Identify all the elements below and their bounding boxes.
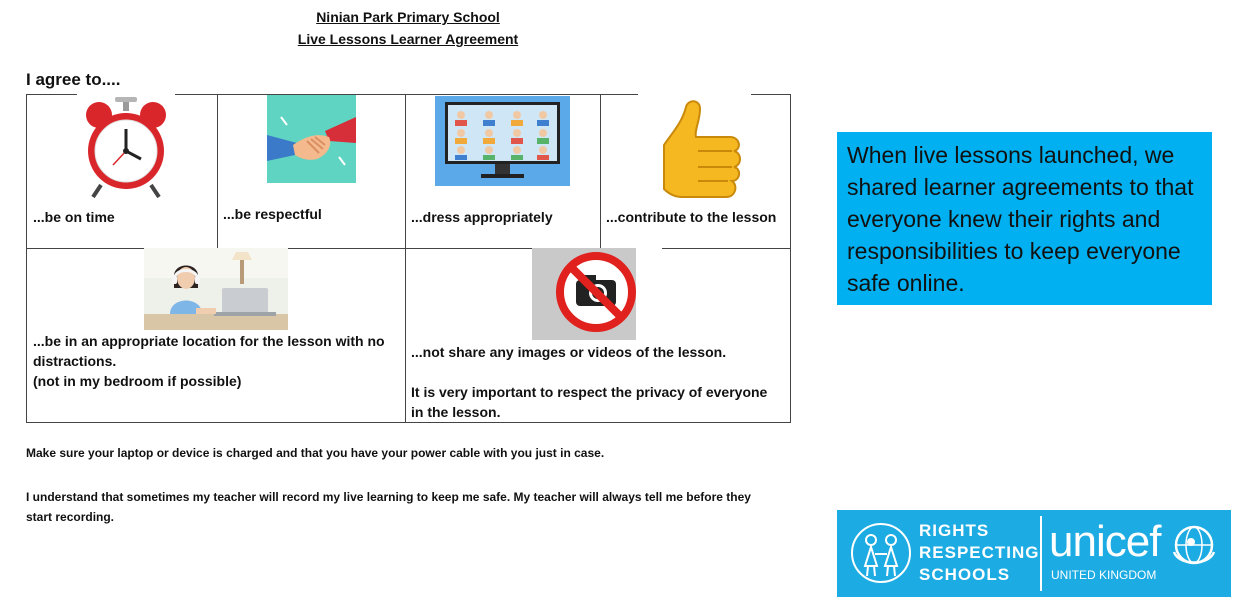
document-title: Live Lessons Learner Agreement — [297, 31, 519, 47]
agreement-grid — [26, 94, 791, 423]
school-name: Ninian Park Primary School — [316, 9, 500, 25]
unicef-wordmark: unicef — [1049, 517, 1161, 566]
agreement-respectful-text: ...be respectful — [223, 206, 322, 222]
agreement-cell-no-share — [405, 248, 790, 422]
rrs-wordmark — [919, 520, 1040, 586]
agreement-cell-respectful — [217, 95, 405, 248]
rrs-line: RIGHTS — [919, 521, 990, 540]
recording-note: I understand that sometimes my teacher will record my live learning to keep me safe. My teacher will always tell me before they start recording. — [26, 490, 751, 524]
agreement-no-share-line: ...not share any images or videos of the lesson. — [411, 344, 727, 360]
handshake-icon — [267, 95, 356, 183]
agreement-contribute-text: ...contribute to the lesson — [606, 209, 777, 225]
rights-respecting-schools-logo — [837, 510, 1231, 597]
agreement-cell-dress — [405, 95, 600, 248]
agreement-location-line: ...be in an appropriate location for the lesson with no distractions. — [33, 333, 385, 369]
student-at-laptop-icon — [144, 248, 288, 330]
charging-note: Make sure your laptop or device is charged and that you have your power cable with you just in case. — [26, 446, 605, 460]
alarm-clock-icon — [77, 93, 175, 201]
agreement-location-text — [33, 331, 403, 391]
agreement-cell-on-time — [27, 95, 217, 248]
no-camera-icon — [532, 248, 662, 340]
rrs-line: RESPECTING — [919, 543, 1040, 562]
agree-heading: I agree to.... — [26, 70, 121, 89]
agreement-cell-contribute — [600, 95, 790, 248]
video-call-monitor-icon — [435, 96, 570, 186]
unicef-globe-icon — [1171, 522, 1217, 568]
spacer — [411, 362, 781, 382]
agreement-cell-location — [27, 248, 405, 422]
agreement-privacy-line: It is very important to respect the privacy of everyone in the lesson. — [411, 384, 768, 420]
agreement-no-share-text — [411, 342, 781, 422]
thumbs-up-icon — [638, 93, 751, 205]
agreement-on-time-text: ...be on time — [33, 209, 115, 225]
children-figures-icon — [849, 520, 913, 586]
logo-divider — [1040, 516, 1042, 591]
callout-box: When live lessons launched, we shared learner agreements to that everyone knew their rights and responsibilities to keep everyone safe online. — [837, 132, 1212, 305]
agreement-dress-text: ...dress appropriately — [411, 209, 553, 225]
agreement-location-note: (not in my bedroom if possible) — [33, 373, 242, 389]
rrs-line: SCHOOLS — [919, 565, 1011, 584]
country-label: UNITED KINGDOM — [1051, 568, 1157, 582]
